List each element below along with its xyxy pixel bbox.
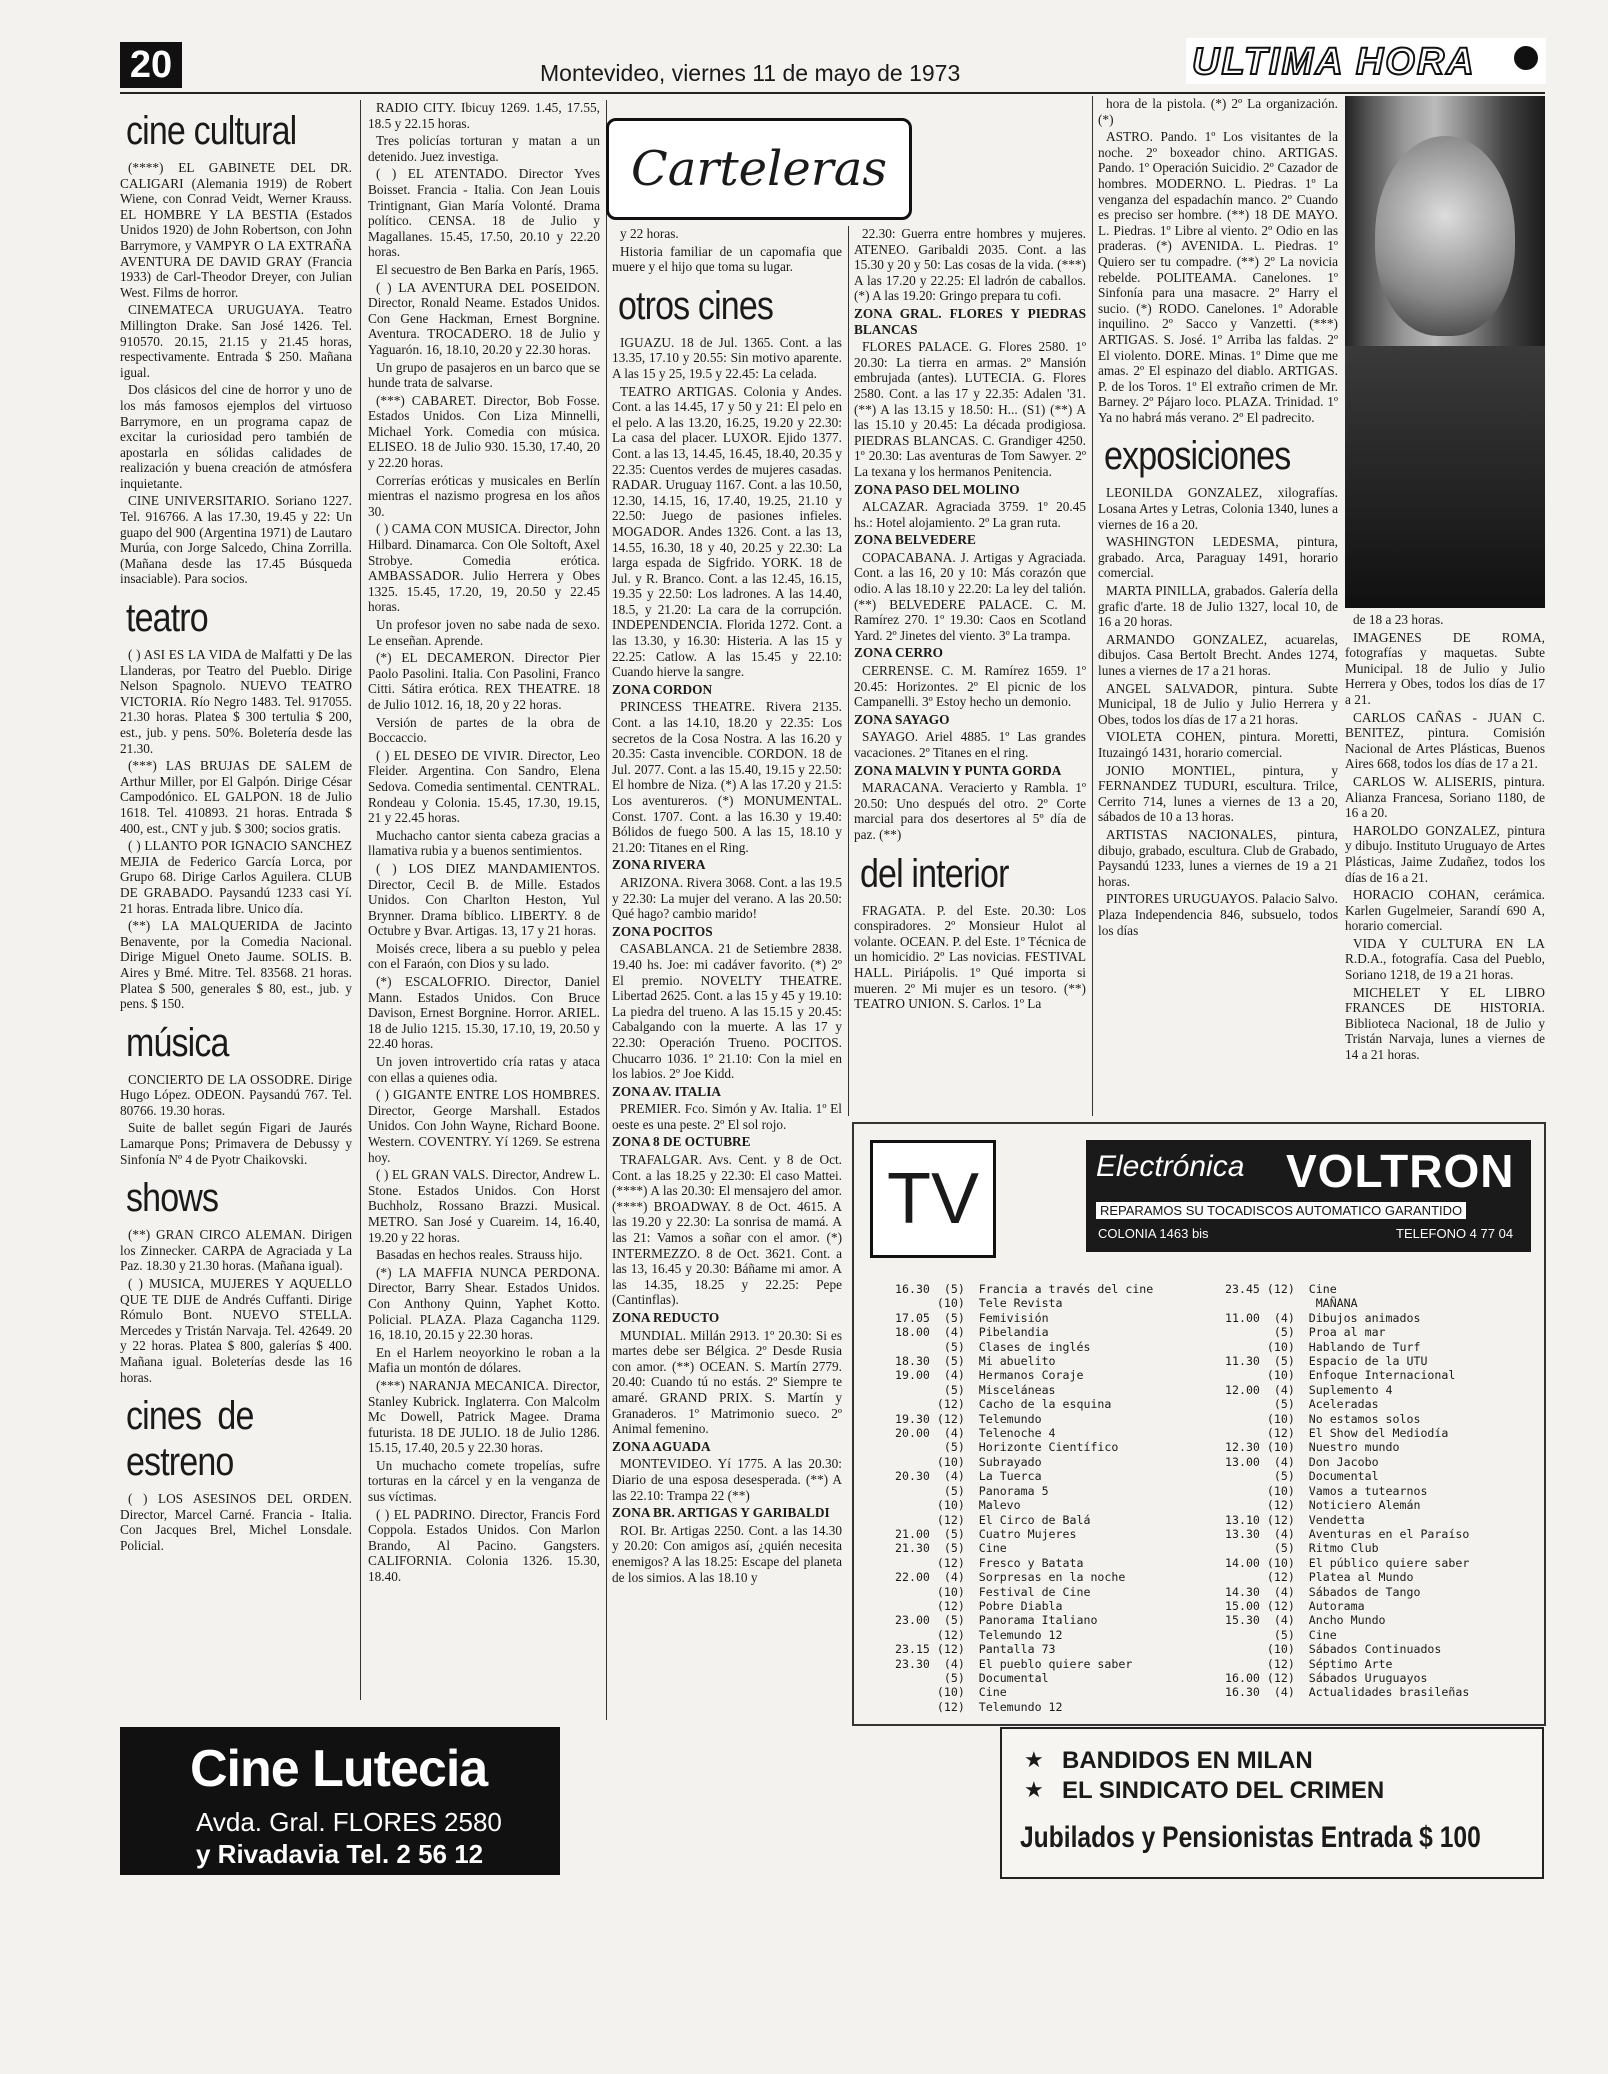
listing: ( ) LLANTO POR IGNACIO SANCHEZ MEJIA de Federico García Lorca, por Grupo 68. Dirige Carlos Aguilera. CLUB DE GRABADO. Paysandú 1233 casi Yí. 21 horas. Entrada libre. Unico día.: [120, 838, 352, 916]
listing: (*) ESCALOFRIO. Director, Daniel Mann. Estados Unidos. Con Bruce Davison, Ernest Borgnine. Horror. ARIEL. 18 de Julio 1215. 15.30, 17.10, 19, 20.50 y 22.40 horas.: [368, 974, 600, 1052]
listing: El secuestro de Ben Barka en París, 1965.: [376, 261, 599, 277]
cine-lutecia-ad: [120, 1727, 560, 1875]
zone-heading: ZONA POCITOS: [612, 923, 713, 939]
listing: ( ) LOS ASESINOS DEL ORDEN. Director, Marcel Carné. Francia - Italia. Con Jacques Brel, Michel Lonsdale. Policial.: [120, 1491, 352, 1553]
voltron-ad: [1086, 1140, 1531, 1252]
zone-heading: ZONA AV. ITALIA: [612, 1083, 722, 1099]
section-heading-del-interior: del interior: [860, 851, 1009, 896]
listing: FLORES PALACE. G. Flores 2580. 1º 20.30: La tierra en armas. 2º Mansión embrujada (antes). LUTECIA. G. Flores 2580. Cont. a las 17 y 22.35: Adalen '31. (**) A las 13.15 y 18.50: H... (S1) (**) A las 15.10 y 20.45: La década prodigiosa. PIEDRAS BLANCAS. C. Grandiger 4250. 1º 20.30: Las aventuras de Tom Sawyer. 2º La texana y los hermanos Penitencia.: [854, 339, 1086, 479]
listing: (*) EL DECAMERON. Director Pier Paolo Pasolini. Italia. Con Pasolini, Franco Citti. Sátira erótica. REX THEATRE. 18 de Julio 1012. 16, 18, 20 y 22 horas.: [368, 650, 600, 712]
listing: CONCIERTO DE LA OSSODRE. Dirige Hugo López. ODEON. Paysandú 767. Tel. 80766. 19.30 horas.: [120, 1071, 352, 1118]
listing: MARACANA. Veracierto y Rambla. 1º 20.50: Uno después del otro. 2º Corte marcial para dos desertores al 5º día de paz. (**): [854, 780, 1086, 842]
listing: ARIZONA. Rivera 3068. Cont. a las 19.5 y 22.30: La mujer del verano. A las 20.50: Qué hago? cambio marido!: [612, 874, 842, 922]
listing: (***) NARANJA MECANICA. Director, Stanley Kubrick. Inglaterra. Con Malcolm Mc Dowell, Patrick Magee. Drama futurista. 18 DE JULIO. 18 de Julio 1286. 15.15, 17.40, 20.5 y 22.30 horas.: [368, 1377, 600, 1456]
section-heading-cines-estreno: cines de estreno: [126, 1394, 254, 1485]
listing: Basadas en hechos reales. Strauss hijo.: [376, 1247, 583, 1263]
section-heading-otros-cines: otros cines: [618, 283, 774, 328]
ad-address: Avda. Gral. FLORES 2580: [196, 1807, 502, 1837]
ad-name: VOLTRON: [1286, 1145, 1515, 1197]
listing: CASABLANCA. 21 de Setiembre 2838. 19.40 hs. Joe: mi cadáver favorito. (*) 2º El premio. NOVELTY THEATRE. Libertad 2625. Cont. a las 15 y 45 y 19.10: La piedra del trueno. A las 15.15 y 20.45: Cabalgando con la muerte. A las 17 y 22.30: Operación Trueno. POCITOS. Chucarro 1036. 1º 21.10: Con la miel en los labios. 2º Joe Kidd.: [612, 941, 842, 1082]
tv-schedule-tomorrow: 23.45 (12) Cine MAÑANA 11.00 (4) Dibujos animados (5) Proa al mar (10) Hablando de Turf 11.30 (5) Espacio de la UTU (10) Enfoque Internacional 12.00 (4) Suplemento 4 (5) Aceleradas (10) No estamos solos (12) El Show del Mediodía 12.30 (10) Nuestro mundo 13.00 (4) Don Jacobo (5) Documental (10) Vamos a tutearnos (12) Noticiero Alemán 13.10 (12) Vendetta 13.30 (4) Aventuras en el Paraíso (5) Ritmo Club 14.00 (10) El público quiere saber (12) Platea al Mundo 14.30 (4) Sábados de Tango 15.00 (12) Autorama 15.30 (4) Ancho Mundo (5) Cine (10) Sábados Continuados (12) Séptimo Arte 16.00 (12) Sábados Uruguayos 16.30 (4) Actualidades brasileñas: [1225, 1282, 1470, 1700]
listing: Historia familiar de un capomafia que muere y el hijo que toma su lugar.: [612, 243, 842, 275]
zone-heading: ZONA REDUCTO: [612, 1310, 720, 1325]
films-ad: [1000, 1727, 1544, 1879]
listing: Versión de partes de la obra de Boccaccio.: [368, 714, 600, 746]
listing: Un profesor joven no sabe nada de sexo. Le enseñan. Aprende.: [368, 617, 600, 648]
listing: ( ) EL ATENTADO. Director Yves Boisset. Francia - Italia. Con Jean Louis Trintignant, Gian María Volonté. Drama político. CENSA. 18 de Julio y Magallanes. 15.45, 17.50, 20.10 y 22.20 horas.: [368, 166, 600, 260]
listing: VIDA Y CULTURA EN LA R.D.A., fotografía. Casa del Pueblo, Soriano 1218, de 19 a 21 horas.: [1345, 935, 1545, 983]
listing: CINE UNIVERSITARIO. Soriano 1227. Tel. 916766. A las 17.30, 19.45 y 22: Un guapo del 900 (Argentina 1971) de Lautaro Murúa, con Jorge Salcedo, China Zorrilla. (Mañana desde las 17.45 Búsqueda insaciable). Para socios.: [120, 493, 352, 587]
ad-brand: Electrónica: [1096, 1150, 1245, 1183]
zone-heading: ZONA SAYAGO: [854, 711, 950, 727]
zone-heading: ZONA BELVEDERE: [854, 532, 976, 548]
listing: ( ) EL PADRINO. Director, Francis Ford Coppola. Estados Unidos. Con Marlon Brando, Al Pacino. Gangsters. CALIFORNIA. Colonia 1326. 15.30, 18.40.: [368, 1506, 600, 1585]
listing: ASTRO. Pando. 1º Los visitantes de la noche. 2º boxeador chino. ARTIGAS. Pando. 1º Operación Suicidio. 2º Cazador de hombres. MODERNO. L. Piedras. 1º La venganza del espadachín manco. 2º Cuando es preciso ser hombre. (**) 18 DE MAYO. L. Piedras. 1º Libre al viento. 2º Odio en las praderas. (*) AVENIDA. L. Piedras. 1º Quiero ser tu compadre. (**) 2º La novicia rebelde. POLITEAMA. Canelones. 1º Sinfonía para una masacre. 2º Harry el sucio. (*) RODO. Canelones. 1º Adorable inquilino. 2º Sacco y Vanzetti. (***) ARTIGAS. S. José. 1º Arriba las faldas. 2º El violento. DORE. Minas. 1º Dime que me amas. 2º El espinazo del diablo. ARTIGAS. P. de los Toros. 1º El extraño crimen de Mr. Barney. 2º Pájaro loco. PLAZA. Trinidad. 1º Ya no habrá más verano. 2º El padrecito.: [1098, 129, 1338, 425]
listing: Un muchacho comete tropelías, sufre torturas en la cárcel y en la venganza de sus víctimas.: [368, 1457, 600, 1505]
zone-heading: ZONA BR. ARTIGAS Y GARIBALDI: [612, 1505, 830, 1521]
listing: CARLOS W. ALISERIS, pintura. Alianza Francesa, Soriano 1180, de 16 a 20.: [1345, 773, 1545, 821]
zone-heading: ZONA MALVIN Y PUNTA GORDA: [854, 762, 1062, 778]
tv-logo: TV: [870, 1140, 996, 1258]
listing: COPACABANA. J. Artigas y Agraciada. Cont. a las 16, 20 y 10: Más corazón que odio. A las 18.10 y 22.20: La ley del talión. (**) BELVEDERE PALACE. C. M. Ramírez 270. 1º 19.30: Caos en Scotland Yard. 2º Jinetes del viento. 3º La trampa.: [854, 549, 1086, 643]
ad-film: EL SINDICATO DEL CRIMEN: [1062, 1777, 1385, 1804]
listing: (***) CABARET. Director, Bob Fosse. Estados Unidos. Con Liza Minnelli, Michael York. Comedia con música. ELISEO. 18 de Julio 930. 15.30, 17.40, 20 y 22.20 horas.: [368, 392, 600, 471]
listing: PREMIER. Fco. Simón y Av. Italia. 1º El oeste es una peste. 2º El sol rojo.: [612, 1101, 842, 1132]
listing: ROI. Br. Artigas 2250. Cont. a las 14.30 y 20.20: Con amigos así, ¿quién necesita enemigos? A las 18.25: Escape del planeta de los simios. A las 18.10 y: [612, 1522, 842, 1585]
ad-line: REPARAMOS SU TOCADISCOS AUTOMATICO GARANTIDO: [1096, 1202, 1466, 1219]
listing: Correrías eróticas y musicales en Berlín mientras el nazismo progresa en los años 30.: [368, 472, 600, 519]
listing: PINTORES URUGUAYOS. Palacio Salvo. Plaza Independencia 846, subsuelo, todos los días: [1098, 891, 1338, 938]
listing: LEONILDA GONZALEZ, xilografías. Losana Artes y Letras, Colonia 1340, lunes a viernes de 16 a 20.: [1098, 485, 1338, 532]
listing: ( ) EL DESEO DE VIVIR. Director, Leo Fleider. Argentina. Con Sandro, Elena Sedova. Comedia sentimental. CENTRAL. Rondeau y Colonia. 15.45, 17.30, 19.15, 21 y 22.45 horas.: [368, 747, 600, 826]
listing: MONTEVIDEO. Yí 1775. A las 20.30: Diario de una esposa desesperada. (**) A las 22.10: Trampa 22 (**): [612, 1456, 842, 1503]
zone-heading: ZONA CERRO: [854, 645, 944, 661]
listing: RADIO CITY. Ibicuy 1269. 1.45, 17.55, 18.5 y 22.15 horas.: [368, 100, 600, 131]
portrait-photo: [1345, 96, 1545, 608]
ad-film: BANDIDOS EN MILAN: [1062, 1747, 1313, 1774]
zone-heading: ZONA 8 DE OCTUBRE: [612, 1134, 751, 1150]
zone-heading: ZONA AGUADA: [612, 1438, 711, 1454]
section-heading-shows: shows: [126, 1176, 219, 1221]
section-heading-exposiciones: exposiciones: [1104, 434, 1291, 479]
column-zonas: [854, 226, 1086, 1116]
listing: ( ) ASI ES LA VIDA de Malfatti y De las Llanderas, por Teatro del Pueblo. Dirige Nelson Spagnolo. NUEVO TEATRO VICTORIA. Río Negro 1483. Tel. 917055. 21.30 horas. Platea $ 300 tertulia $ 200, est., jub. y pens. 50%. Boletería desde las 21.30.: [120, 647, 352, 756]
listing: ANGEL SALVADOR, pintura. Subte Municipal, 18 de Julio y Julio Herrera y Obes, todos los días de 17 a 21 horas.: [1098, 680, 1338, 727]
listing: ARTISTAS NACIONALES, pintura, dibujo, grabado, escultura. Club de Grabado, Paysandú 1233, lunes a viernes de 19 a 21 horas.: [1098, 826, 1338, 889]
tv-schedule-today: 16.30 (5) Francia a través del cine (10) Tele Revista 17.05 (5) Femivisión 18.00 (4) Pibelandia (5) Clases de inglés 18.30 (5) Mi abuelito 19.00 (4) Hermanos Coraje (5) Misceláneas (12) Cacho de la esquina 19.30 (12) Telemundo 20.00 (4) Telenoche 4 (5) Horizonte Científico (10) Subrayado 20.30 (4) La Tuerca (5) Panorama 5 (10) Malevo (12) El Circo de Balá 21.00 (5) Cuatro Mujeres 21.30 (5) Cine (12) Fresco y Batata 22.00 (4) Sorpresas en la noche (10) Festival de Cine (12) Pobre Diabla 23.00 (5) Panorama Italiano (12) Telemundo 12 23.15 (12) Pantalla 73 23.30 (4) El pueblo quiere saber (5) Documental (10) Cine (12) Telemundo 12: [895, 1282, 1154, 1714]
column-divider: [360, 100, 361, 1700]
zone-heading: ZONA GRAL. FLORES Y PIEDRAS BLANCAS: [854, 305, 1086, 337]
listing: Muchacho cantor sienta cabeza gracias a llamativa rubia y a buenos sentimientos.: [368, 827, 600, 859]
listing: WASHINGTON LEDESMA, pintura, grabado. Arca, Paraguay 1491, horario comercial.: [1098, 534, 1338, 581]
listing: ALCAZAR. Agraciada 3759. 1º 20.45 hs.: Hotel alojamiento. 2º La gran ruta.: [854, 499, 1086, 530]
listing: SAYAGO. Ariel 4885. 1º Las grandes vacaciones. 2º Titanes en el ring.: [854, 729, 1086, 760]
listing: IMAGENES DE ROMA, fotografías y maquetas. Subte Municipal. 18 de Julio y Julio Herrera y Obes, todos los días de 17 a 21.: [1345, 629, 1545, 707]
ad-price: Jubilados y Pensionistas Entrada $ 100: [1020, 1821, 1481, 1854]
column-divider: [606, 100, 607, 1720]
header-rule: [120, 92, 1545, 94]
listing: ( ) CAMA CON MUSICA. Director, John Hilbard. Dinamarca. Con Ole Soltoft, Axel Strobye. Comedia erótica. AMBASSADOR. Julio Herrera y Obes 1325. 15.45, 17.20, 19, 20.50 y 22.45 horas.: [368, 521, 600, 615]
listing: hora de la pistola. (*) 2º La organización. (*): [1098, 96, 1338, 127]
listing: CARLOS CAÑAS - JUAN C. BENITEZ, pintura. Comisión Nacional de Artes Plásticas, Buenos Aires 668, todos los días de 17 a 21.: [1345, 709, 1545, 772]
svg-text:ULTIMA HORA: ULTIMA HORA: [1192, 41, 1476, 83]
listing: TEATRO ARTIGAS. Colonia y Andes. Cont. a las 14.45, 17 y 50 y 21: El pelo en el pelo. A las 13.20, 16.25, 19.20 y 22.30: La casa del placer. LUXOR. Ejido 1377. Cont. a las 13, 14.45, 16.45, 18.40, 20.35 y 22.35: Cuentos verdes de mujeres casadas. RADAR. Uruguay 1167. Cont. a las 10.50, 12.30, 14.15, 16, 17.40, 19.25, 21.10 y 22.50: Juego de pasiones infieles. MOGADOR. Andes 1326. Cont. a las 13, 14.55, 16.30, 18 y 40, 20.25 y 22.30: La larga espada de Sigfrido. YORK. 18 de Jul. y R. Branco. Cont. a las 12.45, 16.15, 19.35 y 22.50: Los ladrones. A las 14.40, 18.5, y 21.20: La cara de la corrupción. INDEPENDENCIA. Florida 1272. Cont. a las 13.30, y 16.30: Histeria. A las 15 y 22.25: Catlow. A las 15.45 y 22.10: Cuando hierve la sangre.: [612, 383, 842, 680]
star-icon: ★: [1024, 1747, 1044, 1772]
listing: MICHELET Y EL LIBRO FRANCES DE HISTORIA. Biblioteca Nacional, 18 de Julio y Tristán Narvaja, lunes a viernes de 14 a 21 horas.: [1345, 984, 1545, 1063]
listing: CERRENSE. C. M. Ramírez 1659. 1º 20.45: Horizontes. 2º El picnic de los Campanelli. 3º Estoy hecho un demonio.: [854, 663, 1086, 710]
dateline: Montevideo, viernes 11 de mayo de 1973: [540, 60, 961, 86]
column-exposiciones: [1098, 96, 1338, 1116]
listing: ( ) LA AVENTURA DEL POSEIDON. Director, Ronald Neame. Estados Unidos. Con Gene Hackman, Ernest Borgnine. Aventura. TROCADERO. 18 de Julio y Yaguarón. 16, 18.10, 20.20 y 22.30 horas.: [368, 279, 600, 357]
listing: 22.30: Guerra entre hombres y mujeres. ATENEO. Garibaldi 2035. Cont. a las 15.30 y 20 y 50: Las cosas de la vida. (***) A las 17.20 y 22.25: El ladrón de caballos. (*) A las 19.20: Gringo prepara tu cofi.: [854, 226, 1086, 304]
listing: VIOLETA COHEN, pintura. Moretti, Ituzaingó 1431, horario comercial.: [1098, 729, 1338, 760]
ad-address: y Rivadavia Tel. 2 56 12: [196, 1839, 484, 1869]
listing: Moisés crece, libera a su pueblo y pelea con el Faraón, con Dios y su lado.: [368, 940, 600, 972]
star-icon: ★: [1024, 1777, 1044, 1802]
listing: (****) EL GABINETE DEL DR. CALIGARI (Alemania 1919) de Robert Wiene, con Conrad Veidt, Werner Krauss. EL HOMBRE Y LA BESTIA (Estados Unidos 1920) de John Robertson, con John Barrymore, y VAMPYR O LA EXTRAÑA AVENTURA DE DAVID GRAY (Francia 1933) de Carl-Theodor Dreyer, con Julian West. Films de horror.: [120, 160, 352, 300]
column-estrenos: [368, 100, 600, 1720]
listing: HORACIO COHAN, cerámica. Karlen Gugelmeier, Sarandí 690 A, horario comercial.: [1345, 887, 1545, 934]
listing: IGUAZU. 18 de Jul. 1365. Cont. a las 13.35, 17.10 y 20.55: Sin motivo aparente. A las 15 y 25, 19.5 y 22.45: La celada.: [612, 334, 842, 381]
listing: Un joven introvertido cría ratas y ataca con ellas a quienes odia.: [368, 1054, 600, 1085]
zone-heading: ZONA CORDON: [612, 681, 713, 697]
listing: ( ) EL GRAN VALS. Director, Andrew L. Stone. Estados Unidos. Con Horst Buchholz, Rossano Brazzi. Musical. METRO. San José y Cuareim. 14, 16.40, 19.20 y 22 horas.: [368, 1167, 600, 1245]
column-divider: [848, 226, 849, 1116]
ad-address: COLONIA 1463 bis: [1098, 1226, 1209, 1241]
listing: ( ) LOS DIEZ MANDAMIENTOS. Director, Cecil B. de Mille. Estados Unidos. Con Charlton Heston, Yul Brynner. Drama bíblico. LIBERTY. 8 de Octubre y Bvar. Artigas. 13, 17 y 21 horas.: [368, 860, 600, 939]
column-divider: [1092, 96, 1093, 1116]
section-heading-cine-cultural: cine cultural: [126, 109, 297, 153]
listing: TRAFALGAR. Avs. Cent. y 8 de Oct. Cont. a las 18.25 y 22.30: El caso Mattei. (****) A las 20.30: El mensajero del amor. (****) BROADWAY. 8 de Oct. 4615. A las 19.20 y 22.30: La sonrisa de mamá. A las 21: Vamos a soñar con el amor. (*) INTERMEZZO. 8 de Oct. 3621. Cont. a las 13, 16.45 y 20.30: Báñame mi amor. A las 14.35, 18.25 y 22.25: Pepe (Cantinflas).: [612, 1152, 842, 1308]
listing: CINEMATECA URUGUAYA. Teatro Millington Drake. San José 1426. Tel. 910570. 20.15, 21.15 y 21.45 horas, respectivamente. Entrada $ 250. Mañana igual.: [120, 302, 352, 380]
listing: JONIO MONTIEL, pintura, y FERNANDEZ TUDURI, escultura. Trilce, Cerrito 714, lunes a viernes de 13 a 20, sábados de 10 a 13 horas.: [1098, 762, 1338, 825]
ad-phone: TELEFONO 4 77 04: [1396, 1226, 1514, 1241]
listing: MUNDIAL. Millán 2913. 1º 20.30: Si es martes debe ser Bélgica. 2º Desde Rusia con amor. (**) OCEAN. S. Martín 2779. 20.40: Cuando tú no estás. 2º Siempre te amaré. GRAND PRIX. S. Martín y Granaderos. 1º Matrimonio sueco. 2º Animal femenino.: [612, 1327, 842, 1437]
listing: HAROLDO GONZALEZ, pintura y dibujo. Instituto Uruguayo de Artes Plásticas, Jaime Zudañez, todos los días de 16 a 21.: [1345, 822, 1545, 885]
column-otros-cines: [612, 226, 842, 1720]
listing: MARTA PINILLA, grabados. Galería della grafic d'arte. 18 de Julio 1327, local 10, de 16 a 20 horas.: [1098, 583, 1338, 630]
carteleras-logo: Carteleras: [606, 118, 912, 220]
ad-title: Cine Lutecia: [190, 1740, 488, 1798]
section-heading-teatro: teatro: [126, 596, 208, 641]
listing: ARMANDO GONZALEZ, acuarelas, dibujos. Casa Bertolt Brecht. Andes 1274, lunes a viernes de 17 a 21 horas.: [1098, 631, 1338, 678]
listing: FRAGATA. P. del Este. 20.30: Los conspiradores. 2º Monsieur Hulot al volante. OCEAN. P. del Este. 1º Técnica de un homicidio. 2º Las novicias. FESTIVAL HALL. Piriápolis. 1º Qué importa si mueren. 2º Mi mujer es un tesoro. (**) TEATRO UNION. S. Carlos. 1º La: [854, 902, 1086, 1012]
masthead-logo: [1186, 36, 1546, 86]
column-cine-cultural: [120, 100, 352, 1700]
listing: de 18 a 23 horas.: [1353, 612, 1444, 627]
zone-heading: ZONA PASO DEL MOLINO: [854, 481, 1020, 497]
listing: (**) GRAN CIRCO ALEMAN. Dirigen los Zinnecker. CARPA de Agraciada y La Paz. 18.30 y 21.30 horas. (Mañana igual).: [120, 1227, 352, 1274]
listing: Tres policías torturan y matan a un detenido. Juez investiga.: [368, 133, 600, 164]
listing: (*) LA MAFFIA NUNCA PERDONA. Director, Barry Shear. Estados Unidos. Con Anthony Quinn, Yaphet Kotto. Policial. PLAZA. Plaza Cagancha 1129. 16, 18.10, 20.15 y 22.30 horas.: [368, 1264, 600, 1343]
listing: (**) LA MALQUERIDA de Jacinto Benavente, por la Comedia Nacional. Dirige Miguel Oneto Jaume. SOLIS. B. Aires y Bmé. Mitre. Tel. 83568. 21 horas. Platea $ 500, generales $ 80, est., jub. y pens. $ 150.: [120, 918, 352, 1012]
listing: Un grupo de pasajeros en un barco que se hunde trata de salvarse.: [368, 359, 600, 391]
listing: ( ) GIGANTE ENTRE LOS HOMBRES. Director, George Marshall. Estados Unidos. Con John Wayne, Richard Boone. Western. COVENTRY. Yí 1269. Se estrena hoy.: [368, 1087, 600, 1165]
page-number: 20: [120, 42, 182, 88]
zone-heading: ZONA RIVERA: [612, 857, 706, 873]
listing: Suite de ballet según Figari de Jaurés Lamarque Pons; Primavera de Debussy y Sinfonía Nº 4 de Pyotr Chaikovski.: [120, 1120, 352, 1167]
column-exposiciones-cont: [1345, 612, 1545, 1116]
listing: (***) LAS BRUJAS DE SALEM de Arthur Miller, por El Galpón. Dirige César Campodónico. EL GALPON. 18 de Julio 1618. Tel. 410893. 21 horas. Entrada $ 400, est., CNT y jub. $ 300; socios gratis.: [120, 758, 352, 836]
listing: ( ) MUSICA, MUJERES Y AQUELLO QUE TE DIJE de Andrés Cuffanti. Dirige Rómulo Bont. NUEVO STELLA. Mercedes y Tristán Narvaja. Tel. 42649. 20 y 22 horas. Platea $ 800, galerías $ 400. Mañana igual. Boleterías desde las 16 horas.: [120, 1276, 352, 1385]
section-heading-musica: música: [126, 1020, 229, 1065]
listing: PRINCESS THEATRE. Rivera 2135. Cont. a las 14.10, 18.20 y 22.35: Los secretos de la Cosa Nostra. A las 16.20 y 20.35: Casta invencible. CORDON. 18 de Jul. 2077. Cont. a las 15.40, 19.15 y 22.50: El hombre de Niza. (*) A las 17.20 y 21.5: Los aventureros. (*) MONUMENTAL. Const. 1707. Cont. a las 16.30 y 19.40: Bólidos de fuego 500. A las 15, 18.10 y 21.20: Titanes en el Ring.: [612, 699, 842, 855]
listing: En el Harlem neoyorkino le roban a la Mafia un montón de dólares.: [368, 1344, 600, 1376]
listing: Dos clásicos del cine de horror y uno de los más famosos ejemplos del virtuoso Barrymore, en un programa capaz de excitar la curiosidad pero también de apostarla en sólidas calidades de realización y buena creación de atmósfera inquietante.: [120, 382, 352, 491]
listing: y 22 horas.: [620, 226, 679, 241]
